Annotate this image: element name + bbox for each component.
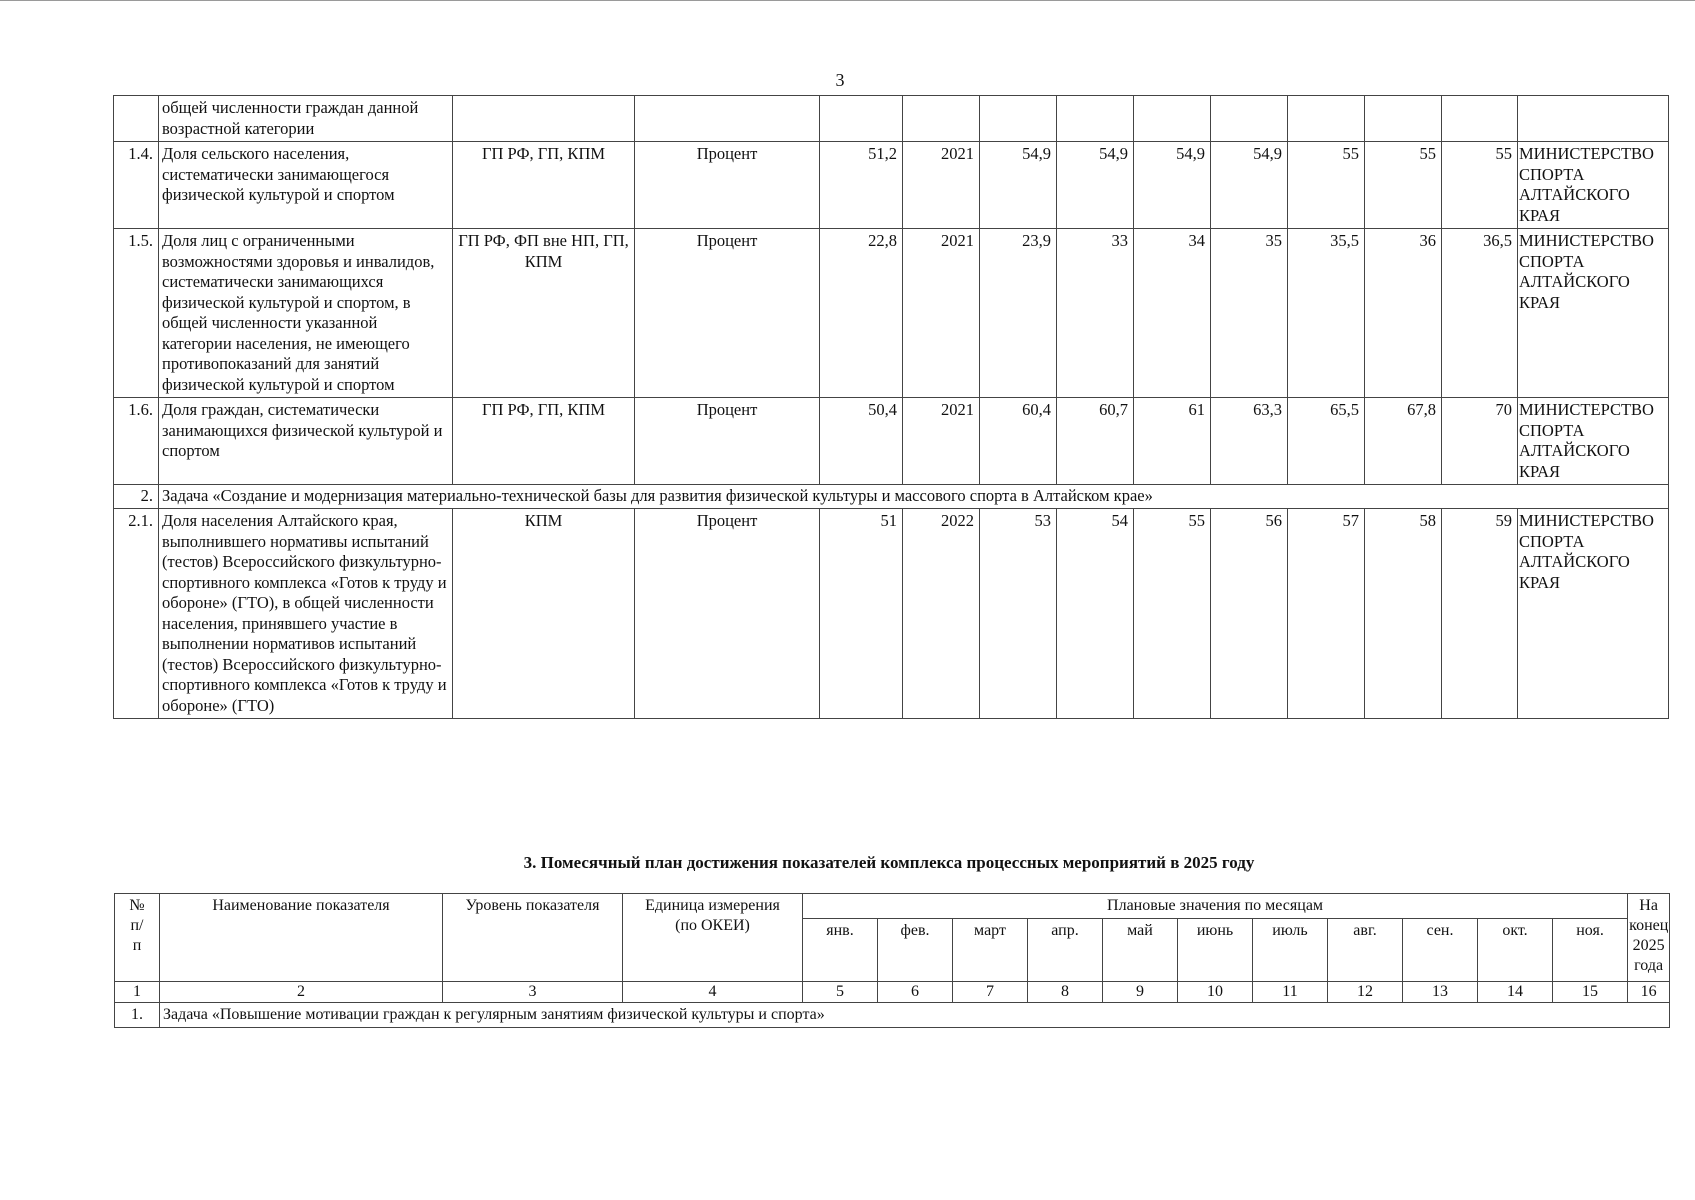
base-year xyxy=(903,96,980,142)
value-year-7: 59 xyxy=(1442,509,1518,719)
month-header: ноя. xyxy=(1553,919,1628,982)
month-header: апр. xyxy=(1028,919,1103,982)
month-header: сен. xyxy=(1403,919,1478,982)
value-year-5 xyxy=(1288,96,1365,142)
column-number: 4 xyxy=(623,982,803,1003)
column-number: 6 xyxy=(878,982,953,1003)
value-year-6: 36 xyxy=(1365,229,1442,398)
page-number: 3 xyxy=(835,70,845,90)
base-value: 22,8 xyxy=(820,229,903,398)
indicator-unit: Процент xyxy=(635,509,820,719)
value-year-5: 57 xyxy=(1288,509,1365,719)
value-year-1: 53 xyxy=(980,509,1057,719)
value-year-3: 55 xyxy=(1134,509,1211,719)
indicator-unit xyxy=(635,96,820,142)
value-year-6: 67,8 xyxy=(1365,398,1442,485)
value-year-2 xyxy=(1057,96,1134,142)
column-numbers-row xyxy=(115,982,1670,1003)
value-year-4: 56 xyxy=(1211,509,1288,719)
column-number: 15 xyxy=(1553,982,1628,1003)
value-year-2: 33 xyxy=(1057,229,1134,398)
column-number: 12 xyxy=(1328,982,1403,1003)
indicator-unit: Процент xyxy=(635,229,820,398)
header-plan: Плановые значения по месяцам xyxy=(803,894,1628,919)
responsible-org: МИНИСТЕРСТВО СПОРТА АЛТАЙСКОГО КРАЯ xyxy=(1518,142,1669,229)
value-year-7: 55 xyxy=(1442,142,1518,229)
value-year-2: 60,7 xyxy=(1057,398,1134,485)
column-number: 10 xyxy=(1178,982,1253,1003)
value-year-4: 63,3 xyxy=(1211,398,1288,485)
column-number: 14 xyxy=(1478,982,1553,1003)
value-year-3 xyxy=(1134,96,1211,142)
header-num: № п/п xyxy=(115,894,160,982)
indicator-row xyxy=(114,96,1669,142)
value-year-1: 23,9 xyxy=(980,229,1057,398)
header-end: На конец 2025 года xyxy=(1628,894,1670,982)
row-number: 1.4. xyxy=(114,142,159,229)
task-number: 1. xyxy=(115,1003,160,1028)
value-year-4: 54,9 xyxy=(1211,142,1288,229)
indicator-unit: Процент xyxy=(635,398,820,485)
value-year-2: 54 xyxy=(1057,509,1134,719)
row-number: 2.1. xyxy=(114,509,159,719)
month-header: июнь xyxy=(1178,919,1253,982)
indicators-table xyxy=(113,95,1669,719)
task-row xyxy=(115,1003,1670,1028)
column-number: 13 xyxy=(1403,982,1478,1003)
responsible-org: МИНИСТЕРСТВО СПОРТА АЛТАЙСКОГО КРАЯ xyxy=(1518,509,1669,719)
value-year-3: 34 xyxy=(1134,229,1211,398)
responsible-org xyxy=(1518,96,1669,142)
value-year-3: 61 xyxy=(1134,398,1211,485)
row-number xyxy=(114,96,159,142)
header-name: Наименование показателя xyxy=(160,894,443,982)
header-unit: Единица измерения (по ОКЕИ) xyxy=(623,894,803,982)
value-year-4: 35 xyxy=(1211,229,1288,398)
value-year-6: 58 xyxy=(1365,509,1442,719)
indicator-level: ГП РФ, ГП, КПМ xyxy=(453,398,635,485)
value-year-2: 54,9 xyxy=(1057,142,1134,229)
indicator-name: Доля сельского населения, систематически занимающегося физической культурой и спортом xyxy=(159,142,453,229)
value-year-3: 54,9 xyxy=(1134,142,1211,229)
column-number: 1 xyxy=(115,982,160,1003)
task-title: Задача «Повышение мотивации граждан к регулярным занятиям физической культуры и спорта» xyxy=(160,1003,1670,1028)
row-number: 1.6. xyxy=(114,398,159,485)
value-year-7: 36,5 xyxy=(1442,229,1518,398)
column-number: 3 xyxy=(443,982,623,1003)
indicator-name: Доля населения Алтайского края, выполнившего нормативы испытаний (тестов) Всероссийского физкультурно-спортивного комплекса «Готов к труду и обороне» (ГТО), в общей численности населения, принявшего участие в выполнении нормативов испытаний (тестов) Всероссийского физкультурно-спортивного комплекса «Готов к труду и обороне» (ГТО) xyxy=(159,509,453,719)
month-header: авг. xyxy=(1328,919,1403,982)
month-header: окт. xyxy=(1478,919,1553,982)
value-year-4 xyxy=(1211,96,1288,142)
indicator-name: Доля граждан, систематически занимающихся физической культурой и спортом xyxy=(159,398,453,485)
column-number: 2 xyxy=(160,982,443,1003)
indicator-row xyxy=(114,509,1669,719)
header-row xyxy=(115,894,1670,919)
value-year-1: 60,4 xyxy=(980,398,1057,485)
row-number: 1.5. xyxy=(114,229,159,398)
indicator-level: КПМ xyxy=(453,509,635,719)
base-value: 50,4 xyxy=(820,398,903,485)
value-year-7 xyxy=(1442,96,1518,142)
indicator-level: ГП РФ, ГП, КПМ xyxy=(453,142,635,229)
month-header: март xyxy=(953,919,1028,982)
value-year-5: 35,5 xyxy=(1288,229,1365,398)
indicator-row xyxy=(114,142,1669,229)
indicator-level: ГП РФ, ФП вне НП, ГП, КПМ xyxy=(453,229,635,398)
base-value xyxy=(820,96,903,142)
base-value: 51,2 xyxy=(820,142,903,229)
task-row xyxy=(114,485,1669,509)
task-number: 2. xyxy=(114,485,159,509)
indicator-name: Доля лиц с ограниченными возможностями здоровья и инвалидов, систематически занимающихся физической культурой и спортом, в общей численности указанной категории населения, не имеющего противопоказаний для занятий физической культурой и спортом xyxy=(159,229,453,398)
value-year-5: 55 xyxy=(1288,142,1365,229)
base-year: 2021 xyxy=(903,398,980,485)
month-header: май xyxy=(1103,919,1178,982)
value-year-7: 70 xyxy=(1442,398,1518,485)
column-number: 16 xyxy=(1628,982,1670,1003)
value-year-6 xyxy=(1365,96,1442,142)
value-year-5: 65,5 xyxy=(1288,398,1365,485)
base-value: 51 xyxy=(820,509,903,719)
base-year: 2021 xyxy=(903,229,980,398)
column-number: 5 xyxy=(803,982,878,1003)
header-level: Уровень показателя xyxy=(443,894,623,982)
base-year: 2021 xyxy=(903,142,980,229)
section-heading: 3. Помесячный план достижения показателей комплекса процессных мероприятий в 2025 году xyxy=(523,853,1255,872)
task-title: Задача «Создание и модернизация материально-технической базы для развития физической культуры и массового спорта в Алтайском крае» xyxy=(159,485,1669,509)
responsible-org: МИНИСТЕРСТВО СПОРТА АЛТАЙСКОГО КРАЯ xyxy=(1518,229,1669,398)
responsible-org: МИНИСТЕРСТВО СПОРТА АЛТАЙСКОГО КРАЯ xyxy=(1518,398,1669,485)
month-header: июль xyxy=(1253,919,1328,982)
indicator-unit: Процент xyxy=(635,142,820,229)
indicator-level xyxy=(453,96,635,142)
value-year-6: 55 xyxy=(1365,142,1442,229)
column-number: 8 xyxy=(1028,982,1103,1003)
column-number: 9 xyxy=(1103,982,1178,1003)
value-year-1 xyxy=(980,96,1057,142)
value-year-1: 54,9 xyxy=(980,142,1057,229)
indicator-row xyxy=(114,398,1669,485)
monthly-plan-table xyxy=(114,893,1670,1028)
column-number: 7 xyxy=(953,982,1028,1003)
scan-top-edge xyxy=(0,0,1695,1)
indicator-name: общей численности граждан данной возрастной категории xyxy=(159,96,453,142)
month-header: фев. xyxy=(878,919,953,982)
column-number: 11 xyxy=(1253,982,1328,1003)
base-year: 2022 xyxy=(903,509,980,719)
month-header: янв. xyxy=(803,919,878,982)
indicator-row xyxy=(114,229,1669,398)
